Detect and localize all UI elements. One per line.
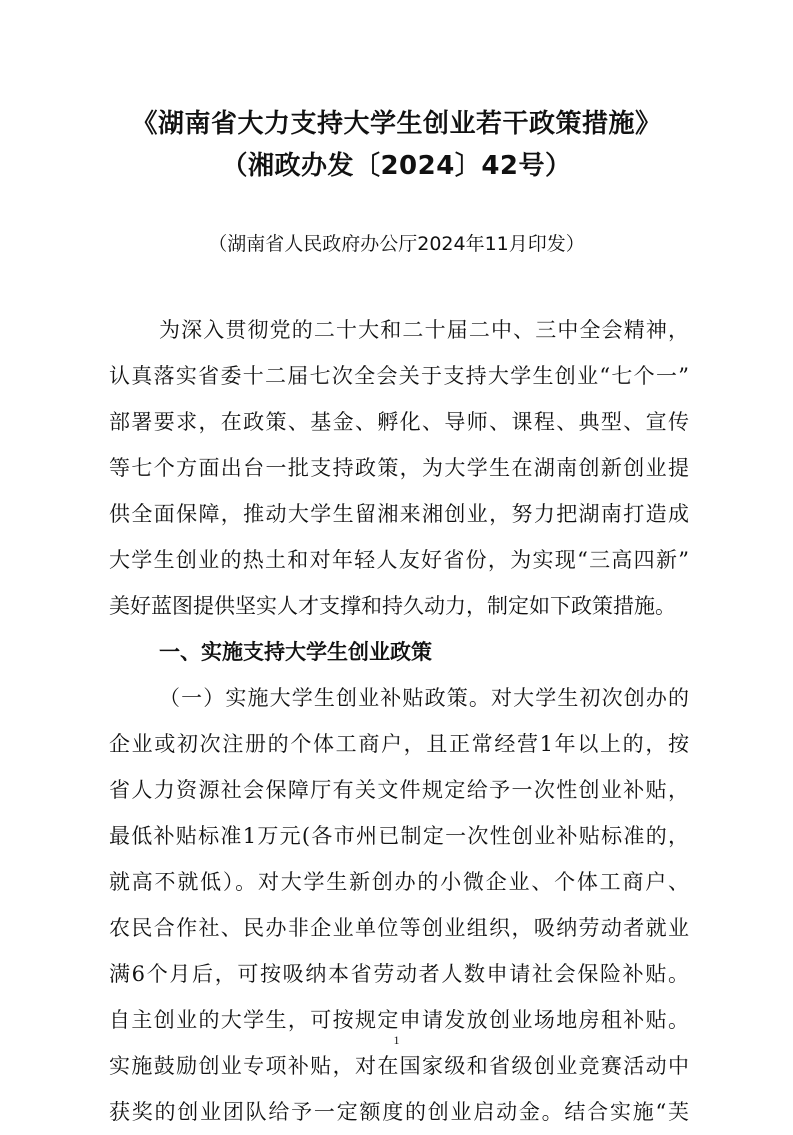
issuer-line: （湖南省人民政府办公厅2024年11月印发）	[208, 233, 585, 255]
document-title: 《湖南省大力支持大学生创业若干政策措施》	[131, 109, 662, 139]
paragraph-line: 认真落实省委十二届七次全会关于支持大学生创业“七个一”	[109, 364, 689, 388]
paragraph-line: 实施鼓励创业专项补贴，对在国家级和省级创业竞赛活动中	[109, 1054, 689, 1078]
paragraph-line: 企业或初次注册的个体工商户，且正常经营1年以上的，按	[109, 732, 689, 756]
body-text	[109, 307, 689, 1135]
paragraph-line: 等七个方面出台一批支持政策，为大学生在湖南创新创业提	[109, 456, 689, 480]
paragraph-line: 部署要求，在政策、基金、孵化、导师、课程、典型、宣传	[109, 410, 689, 434]
paragraph-line: 获奖的创业团队给予一定额度的创业启动金。结合实施“芙	[109, 1100, 689, 1124]
paragraph-line: 省人力资源社会保障厅有关文件规定给予一次性创业补贴，	[109, 778, 689, 802]
paragraph-line: 最低补贴标准1万元(各市州已制定一次性创业补贴标准的，	[109, 824, 689, 848]
paragraph-line: 农民合作社、民办非企业单位等创业组织，吸纳劳动者就业	[109, 916, 689, 940]
page-number: 1	[393, 1033, 400, 1047]
paragraph-line: （一）实施大学生创业补贴政策。对大学生初次创办的	[159, 686, 689, 710]
paragraph-line: 自主创业的大学生，可按规定申请发放创业场地房租补贴。	[109, 1008, 689, 1032]
document-number: （湘政办发〔2024〕42号）	[221, 151, 572, 181]
section-heading: 一、实施支持大学生创业政策	[159, 640, 432, 664]
paragraph-line: 为深入贯彻党的二十大和二十届二中、三中全会精神，	[159, 318, 689, 342]
paragraph-line: 就高不就低）。对大学生新创办的小微企业、个体工商户、	[109, 870, 689, 894]
paragraph-line: 大学生创业的热土和对年轻人友好省份，为实现“三高四新”	[109, 548, 689, 572]
paragraph-line: 美好蓝图提供坚实人才支撑和持久动力，制定如下政策措施。	[109, 594, 676, 618]
paragraph-line: 供全面保障，推动大学生留湘来湘创业，努力把湖南打造成	[109, 502, 689, 526]
paragraph-line: 满6个月后，可按吸纳本省劳动者人数申请社会保险补贴。	[109, 962, 689, 986]
